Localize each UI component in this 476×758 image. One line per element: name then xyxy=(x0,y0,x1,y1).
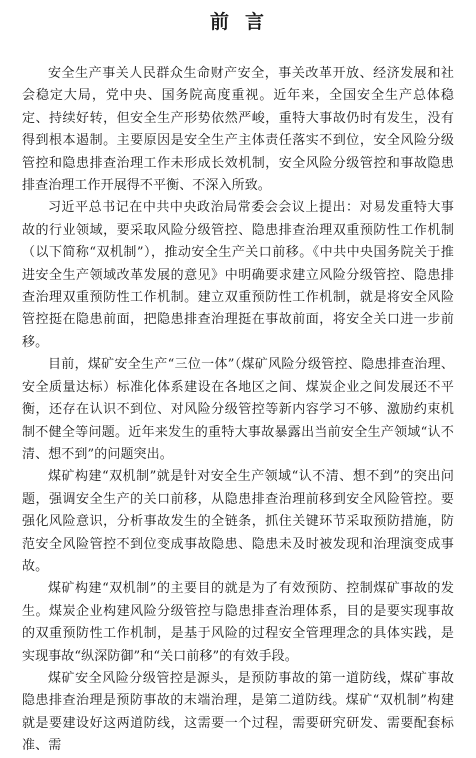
paragraph: 习近平总书记在中共中央政治局常委会会议上提出：对易发重特大事故的行业领域，要采取风险分级管控、隐患排查治理双重预防性工作机制（以下简称“双机制”），推动安全生产关口前移。《中共中央国务院关于推进安全生产领域改革发展的意见》中明确要求建立风险分级管控、隐患排查治理双重预防性工作机制。建立双重预防性工作机制，就是将安全风险管控挺在隐患前面，把隐患排查治理挺在事故前面，将安全关口进一步前移。 xyxy=(22,200,454,350)
paragraph: 安全生产事关人民群众生命财产安全，事关改革开放、经济发展和社会稳定大局，党中央、国务院高度重视。近年来，全国安全生产总体稳定、持续好转，但安全生产形势依然严峻，重特大事故仍时有发生，没有得到根本遏制。主要原因是安全生产主体责任落实不到位，安全风险分级管控和隐患排查治理工作未形成长效机制，安全风险分级管控和事故隐患排查治理工作开展得不平衡、不深入所致。 xyxy=(22,66,454,194)
paragraph: 目前，煤矿安全生产“三位一体”（煤矿风险分级管控、隐患排查治理、安全质量达标）标准化体系建设在各地区之间、煤炭企业之间发展还不平衡，还存在认识不到位、对风险分级管控等新内容学习不够、激励约束机制不健全等问题。近年来发生的重特大事故暴露出当前安全生产领域“认不清、想不到”的问题突出。 xyxy=(22,357,454,462)
paragraph: 煤矿构建“双机制”就是针对安全生产领域“认不清、想不到”的突出问题，强调安全生产的关口前移，从隐患排查治理前移到安全风险管控。要强化风险意识，分析事故发生的全链条，抓住关键环节采取预防措施，防范安全风险管控不到位变成事故隐患、隐患未及时被发现和治理演变成事故。 xyxy=(22,469,454,574)
paragraph: 煤矿构建“双机制”的主要目的就是为了有效预防、控制煤矿事故的发生。煤炭企业构建风险分级管控与隐患排查治理体系，目的是要实现事故的双重预防性工作机制，是基于风险的过程安全管理理念的具体实践，是实现事故“纵深防御”和“关口前移”的有效手段。 xyxy=(22,581,454,664)
page-title: 前言 xyxy=(209,11,280,33)
paragraph: 煤矿安全风险分级管控是源头，是预防事故的第一道防线，煤矿事故隐患排查治理是预防事故的末端治理，是第二道防线。煤矿“双机制”构建就是要建设好这两道防线，这需要一个过程，需要研究研发、需要配套标准、需 xyxy=(22,670,454,754)
